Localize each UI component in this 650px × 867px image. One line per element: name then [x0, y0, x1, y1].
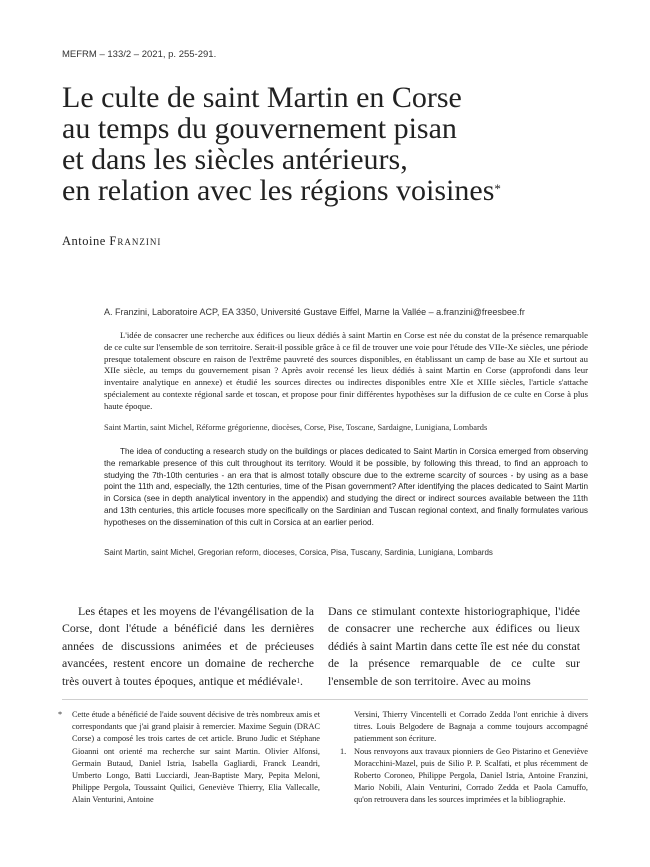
footnote-ref-1[interactable]: 1 — [296, 676, 301, 685]
title-line-2: au temps du gouvernement pisan — [62, 112, 457, 145]
footnote-star-mark: * — [58, 710, 63, 719]
body-left-text: Les étapes et les moyens de l'évangélisation de la Corse, dont l'étude a bénéficié dans les dernières années de discussions animées et de précieuses avancées, restent encore un domaine de recherche très ouvert à toutes époques, antique et médiévale — [62, 604, 314, 688]
keywords-english: Saint Martin, saint Michel, Gregorian reform, dioceses, Corsica, Pisa, Tuscany, Sardinia, Lunigiana, Lombards — [104, 548, 493, 557]
title-line-4: en relation avec les régions voisines — [62, 174, 495, 207]
article-title — [62, 82, 602, 206]
body-column-right: Dans ce stimulant contexte historiographique, l'idée de consacrer une recherche aux édifices ou lieux dédiés à saint Martin dans cette île est née du constat de la présence remarquable de ce culte sur l'ensemble de son territoire. Avec au moins — [328, 604, 580, 688]
title-line-1: Le culte de saint Martin en Corse — [62, 81, 462, 114]
abstract-french: L'idée de consacrer une recherche aux édifices ou lieux dédiés à saint Martin en Corse est née du constat de la présence remarquable de ce culte sur l'ensemble de son territoire. Serait-il possible grâce à ce fil de trouver une voie pour l'étude des VIIe-Xe siècles, une période presque totalement obscure en raison de l'extrême pauvreté des sources disponibles, en établissant un camp de base au XIe et surtout au XIIe siècle, au temps du gouvernement pisan ? Après avoir recensé les lieux dédiés à saint Martin en Corse (approfondi dans leur inventaire analytique en annexe) et étudié les sources directes ou indirectes disponibles entre XIe et XIIIe siècles, l'article s'attache spécialement au contexte régional sarde et toscan, et propose pour finir différentes hypothèses sur la diffusion de ce culte en Corse à plus haute époque. — [104, 330, 588, 411]
footnote-1-number: 1. — [340, 746, 347, 756]
body-column-left — [62, 603, 314, 690]
title-line-3: et dans les siècles antérieurs, — [62, 143, 408, 176]
author-last-name: Franzini — [109, 234, 162, 248]
footnote-star-continued: Versini, Thierry Vincentelli et Corrado Zedda l'ont enrichie à divers titres. Louis Belgodere de Bagnaja a comme toujours accompagné patiemment son écriture. — [354, 710, 588, 744]
author-name — [62, 234, 161, 249]
author-first-name: Antoine — [62, 234, 106, 248]
body-left-end: . — [300, 673, 303, 688]
running-head: MEFRM – 133/2 – 2021, p. 255-291. — [62, 49, 217, 60]
footnotes-left — [58, 709, 321, 807]
title-footnote-mark[interactable]: * — [494, 181, 501, 196]
keywords-french: Saint Martin, saint Michel, Réforme grégorienne, diocèses, Corse, Pise, Toscane, Sardaigne, Lunigiana, Lombards — [104, 423, 488, 432]
footnotes-right — [340, 709, 588, 807]
footnote-star-text: Cette étude a bénéficié de l'aide souvent décisive de très nombreux amis et correspondants que j'ai grand plaisir à remercier. Maxime Seguin (DRAC Corse) a composé les trois cartes de cet article. Bruno Judic et Stéphane Gioanni ont orienté ma recherche sur saint Martin. Olivier Alfonsi, Germain Butaud, Daniel Istria, Isabella Gagliardi, Franck Leandri, Umberto Longo, Batti Lucciardi, Jean-Baptiste Mary, Pepita Meloni, Philippe Pergola, Toussaint Quilici, Geneviève Thierry, Elia Vallecalle, Alain Venturini, Antoine — [72, 710, 321, 805]
footnote-1-text: Nous renvoyons aux travaux pionniers de Geo Pistarino et Geneviève Moracchini-Mazel, puis de Silio P. P. Scalfati, et plus récemment de Roberto Coroneo, Philippe Pergola, Daniel Istria, Antoine Franzini, Mario Nobili, Alain Venturini, Corrado Zedda et Paola Camuffo, qu'on retrouvera dans les sources imprimées et la bibliographie. — [354, 746, 588, 805]
abstract-english: The idea of conducting a research study on the buildings or places dedicated to Saint Martin in Corsica emerged from observing the remarkable presence of this cult throughout its territory. Would it be possible, by following this thread, to find an approach to studying the 7th-10th centuries - an era that is almost totally obscure due to the extreme scarcity of sources - by using as a base point the 11th and, especially, the 12th centuries, time of the Pisan government? After identifying the places dedicated to Saint Martin in Corsica (see in depth analytical inventory in the appendix) and studying the direct or indirect sources available between the 11th and 13th centuries, this article focuses more specifically on the Sardinian and Tuscan regional context, and finally formulates various hypotheses on the dissemination of this cult in Corsica at an earlier period. — [104, 447, 588, 527]
footnote-divider — [62, 699, 588, 700]
author-affiliation: A. Franzini, Laboratoire ACP, EA 3350, Université Gustave Eiffel, Marne la Vallée – a.franzini@freesbee.fr — [104, 307, 525, 317]
